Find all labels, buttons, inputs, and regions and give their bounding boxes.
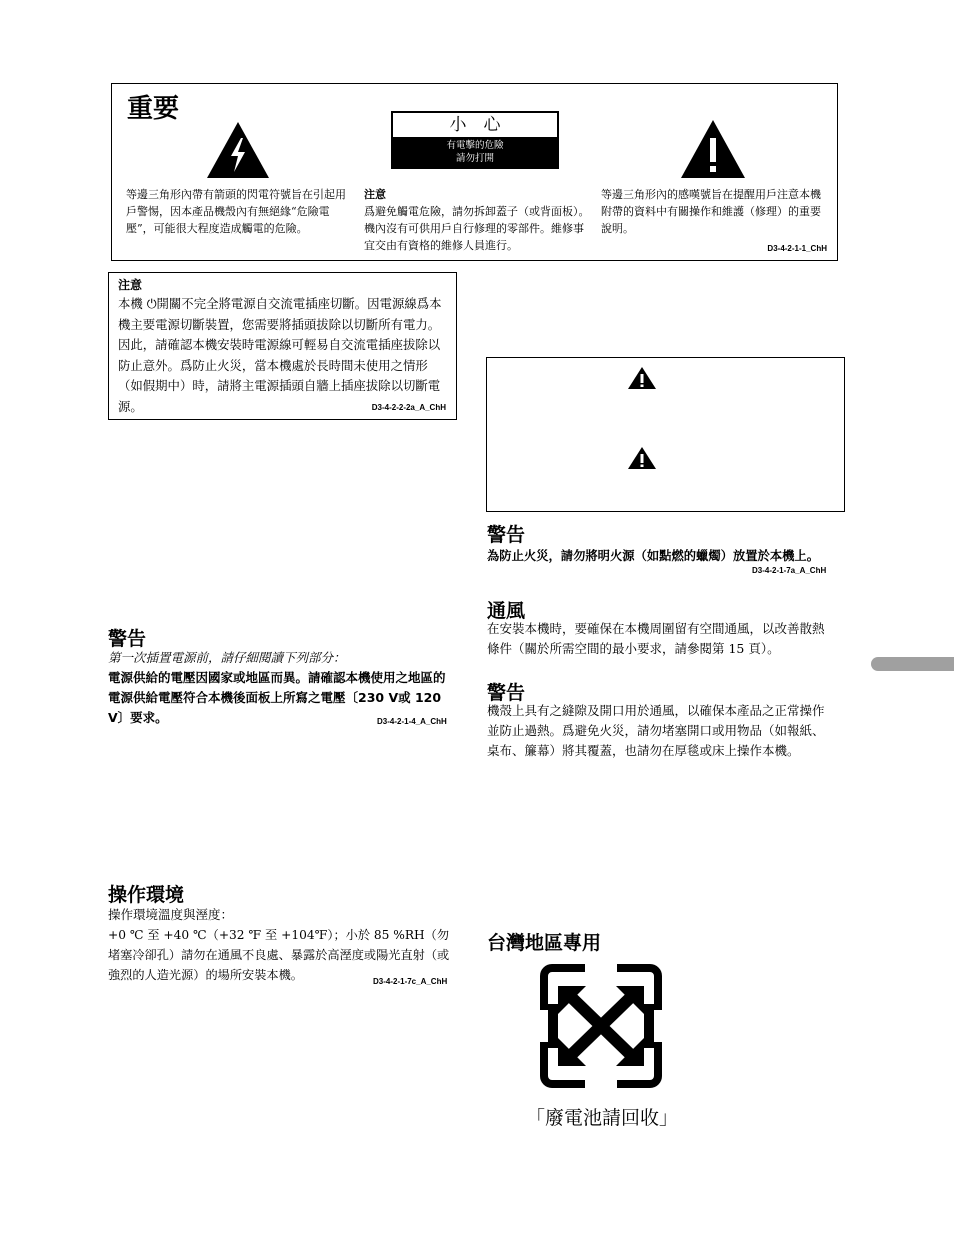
caution-label-bottom xyxy=(393,137,557,167)
caution-box xyxy=(108,272,457,420)
caution-label-line1: 有電擊的危險 xyxy=(446,140,504,151)
ventilation-head: 通風 xyxy=(487,600,526,622)
caution-box-text: 本機 ⏻開關不完全將電源自交流電插座切斷。因電源線爲本機主要電源切斷裝置，您需要將插頭拔除以切斷所有電力。因此，請確認本機安裝時電源線可輕易自交流電插座拔除以防止意外。爲防止火災，當本機處於長時間未使用之情形（如假期中）時，請將主電源插頭自牆上插座拔除以切斷電源。 xyxy=(118,296,442,414)
important-center-head: 注意 xyxy=(364,188,386,201)
warning-power-italic: 第一次插置電源前，請仔細閱讀下列部分： xyxy=(108,650,346,665)
caution-label-line2: 請勿打開 xyxy=(455,153,494,164)
caution-label-top: 小 心 xyxy=(393,113,557,137)
caution-box-head: 注意 xyxy=(118,278,143,292)
env-head: 操作環境 xyxy=(108,884,185,906)
env-text: +0 ℃ 至 +40 ℃（+32 ℉ 至 +104℉）；小於 85 %RH（勿堵塞冷卻孔）請勿在通風不良處、暴露於高溼度或陽光直射（或強烈的人造光源）的場所安裝本機。 xyxy=(108,928,450,982)
warning-power-head: 警告 xyxy=(108,628,147,650)
warning-fire-head: 警告 xyxy=(487,524,526,546)
caution-box-code: D3-4-2-2-2a_A_ChH xyxy=(371,403,446,412)
env-code: D3-4-2-1-7c_A_ChH xyxy=(373,977,448,986)
env-line1: 操作環境溫度與溼度： xyxy=(108,907,234,922)
taiwan-head: 台灣地區專用 xyxy=(487,932,602,954)
symbol-box xyxy=(486,357,845,512)
warning-triangle-icon xyxy=(628,367,656,389)
warning-triangle-icon xyxy=(628,447,656,469)
side-tab xyxy=(871,657,954,671)
important-right-text: 等邊三角形內的感嘆號旨在提醒用戶注意本機附帶的資料中有關操作和維護（修理）的重要說明。 xyxy=(601,188,821,235)
exclamation-warning-icon xyxy=(681,120,745,178)
warning-fire-text: 為防止火災，請勿將明火源（如點燃的蠟燭）放置於本機上。 xyxy=(487,549,820,563)
ventilation-text: 在安裝本機時，要確保在本機周圍留有空間通風，以改善散熱條件（關於所需空間的最小要求，請參閱第 15 頁）。 xyxy=(487,621,825,656)
caution-label xyxy=(391,111,559,169)
warning-slots-head: 警告 xyxy=(487,682,526,704)
warning-slots-text: 機殼上具有之縫隙及開口用於通風，以確保本產品之正常操作並防止過熱。爲避免火災，請勿堵塞開口或用物品（如報紙、桌布、簾幕）將其覆蓋，也請勿在厚毯或床上操作本機。 xyxy=(487,703,825,758)
important-left-text: 等邊三角形內帶有箭頭的閃電符號旨在引起用戶警惕，因本產品機殼內有無絕緣“危險電壓”，可能很大程度造成觸電的危險。 xyxy=(126,188,346,235)
important-title: 重要 xyxy=(127,94,180,124)
important-center-text: 爲避免觸電危險，請勿拆卸蓋子（或背面板）。機內沒有可供用戶自行修理的零部件。維修事宜交由有資格的維修人員進行。 xyxy=(364,205,590,252)
lightning-warning-icon xyxy=(207,122,269,178)
taiwan-caption: 「廢電池請回收」 xyxy=(526,1107,679,1129)
important-box xyxy=(111,83,838,261)
warning-power-code: D3-4-2-1-4_A_ChH xyxy=(377,717,447,726)
battery-recycle-icon xyxy=(540,964,662,1088)
warning-power-bold: 電源供給的電壓因國家或地區而異。請確認本機使用之地區的電源供給電壓符合本機後面板上所寫之電壓〔230 V或 120 V〕要求。 xyxy=(108,670,446,725)
warning-fire-code: D3-4-2-1-7a_A_ChH xyxy=(752,566,827,575)
important-code: D3-4-2-1-1_ChH xyxy=(767,244,827,253)
